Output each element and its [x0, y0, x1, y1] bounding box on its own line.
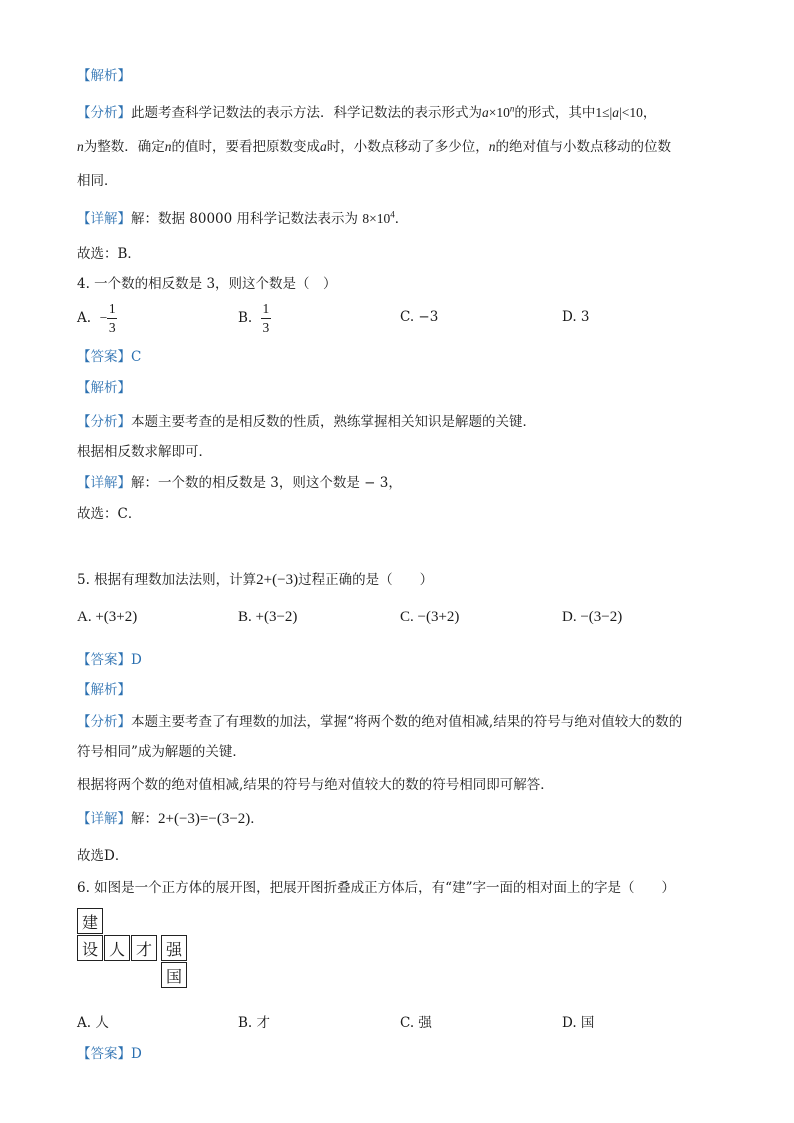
q4-answer: 【答案】C — [77, 349, 142, 365]
stem-text-b: 过程正确的是（ ） — [298, 572, 434, 588]
q6-option-d: D. 国 — [562, 1015, 595, 1031]
fraction — [261, 302, 271, 335]
q4-option-c: C. −3 — [400, 309, 439, 325]
analysis-tag: 【分析】 — [77, 414, 131, 430]
stem-expression: 2+(−3) — [256, 572, 299, 588]
net-cell-guo: 国 — [161, 962, 187, 988]
q4-stem: 4. 一个数的相反数是 3，则这个数是（ ） — [77, 276, 337, 292]
analysis-text: 此题考查科学记数法的表示方法．科学记数法的表示形式为 — [131, 105, 482, 121]
minus-sign: − — [99, 310, 108, 325]
var-n: n — [164, 139, 172, 154]
q4-analysis-line-1 — [77, 410, 536, 430]
q6-option-c: C. 强 — [400, 1015, 432, 1031]
net-cell-she: 设 — [77, 935, 103, 961]
numerator: 1 — [262, 300, 270, 316]
numerator: 1 — [108, 300, 116, 316]
analysis-text-c: ， — [642, 105, 657, 121]
text: 的值时，要看把原数变成 — [171, 139, 320, 155]
sci-form-x10: ×10 — [488, 105, 510, 120]
solution-tag: 【详解】 — [77, 211, 131, 227]
solution-line — [77, 207, 408, 227]
var-n: n — [488, 139, 496, 154]
analysis-line-3: 相同． — [77, 173, 118, 189]
cube-net-figure — [77, 908, 187, 992]
net-cell-jian: 建 — [77, 908, 103, 934]
q6-option-b: B. 才 — [238, 1015, 271, 1031]
q4-option-d: D. 3 — [562, 309, 590, 325]
q5-answer-choice: 故选D． — [77, 848, 129, 864]
range-a: a — [612, 105, 619, 120]
range-left: 1≤| — [595, 105, 613, 120]
q6-answer: 【答案】D — [77, 1046, 142, 1062]
var-n: n — [77, 139, 84, 154]
solution-text: 解：一个数的相反数是 3，则这个数是 − 3， — [131, 475, 402, 491]
analysis-text: 本题主要考查了有理数的加法，掌握“将两个数的绝对值相减,结果的符号与绝对值较大的数的 — [131, 714, 683, 730]
q5-analysis-line-3: 根据将两个数的绝对值相减,结果的符号与绝对值较大的数的符号相同即可解答． — [77, 777, 554, 793]
q4-analysis-heading: 【解析】 — [77, 380, 131, 396]
q4-solution-line — [77, 471, 402, 491]
answer-choice-line: 故选：B． — [77, 246, 141, 262]
q4-analysis-line-2: 根据相反数求解即可． — [77, 444, 212, 460]
q5-solution-line — [77, 807, 264, 828]
solution-text: 解：数据 80000 用科学记数法表示为 — [131, 211, 359, 227]
q6-option-a: A. 人 — [77, 1015, 109, 1031]
solution-end: ． — [394, 211, 409, 227]
sci-form-a: a — [482, 105, 489, 120]
analysis-line-2 — [77, 135, 671, 155]
q5-analysis-line-1 — [77, 710, 682, 730]
net-cell-ren: 人 — [104, 935, 130, 961]
text: 为整数．确定 — [83, 139, 165, 155]
q5-option-a: A. +(3+2) — [77, 609, 138, 625]
solution-text: 解： — [131, 811, 158, 827]
option-label: B. — [238, 310, 253, 326]
q4-option-b — [238, 300, 271, 336]
stem-text: 5. 根据有理数加法法则，计算 — [77, 572, 257, 588]
analysis-heading: 【解析】 — [77, 68, 131, 84]
text: 的绝对值与小数点移动的位数 — [495, 139, 671, 155]
analysis-text-b: 的形式，其中 — [514, 105, 596, 121]
q4-option-a — [77, 300, 117, 336]
solution-tag: 【详解】 — [77, 811, 131, 827]
sci-form-n: n — [509, 103, 515, 114]
q5-option-b: B. +(3−2) — [238, 609, 298, 625]
var-a: a — [320, 139, 327, 154]
q5-analysis-heading: 【解析】 — [77, 682, 131, 698]
net-cell-qiang: 强 — [161, 935, 187, 961]
denominator: 3 — [262, 319, 270, 335]
solution-expression: 2+(−3)=−(3−2) — [158, 811, 251, 827]
q4-answer-choice: 故选：C． — [77, 506, 142, 522]
range-right: |<10 — [619, 105, 643, 120]
text: 时，小数点移动了多少位， — [326, 139, 489, 155]
q5-answer: 【答案】D — [77, 652, 142, 668]
net-cell-cai: 才 — [131, 935, 157, 961]
solution-tag: 【详解】 — [77, 475, 131, 491]
analysis-tag: 【分析】 — [77, 105, 131, 121]
q5-stem — [77, 568, 433, 589]
q5-option-d: D. −(3−2) — [562, 609, 623, 625]
solution-value: 8×10 — [362, 211, 391, 226]
fraction — [107, 302, 117, 335]
q6-stem: 6. 如图是一个正方体的展开图，把展开图折叠成正方体后，有“建”字一面的相对面上的字是（ ） — [77, 880, 675, 896]
denominator: 3 — [108, 319, 116, 335]
q5-option-c: C. −(3+2) — [400, 609, 460, 625]
option-label: A. — [77, 310, 92, 326]
solution-exponent: 4 — [390, 209, 395, 220]
analysis-line-1 — [77, 101, 656, 121]
analysis-text: 本题主要考查的是相反数的性质，熟练掌握相关知识是解题的关键． — [131, 414, 536, 430]
analysis-tag: 【分析】 — [77, 714, 131, 730]
q5-analysis-line-2: 符号相同”成为解题的关键． — [77, 744, 246, 760]
solution-end: ． — [250, 811, 264, 827]
